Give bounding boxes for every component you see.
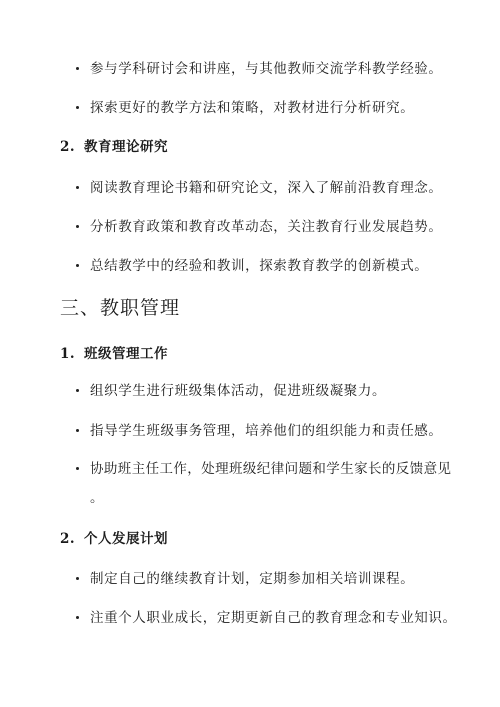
section-heading: 三、教职管理 bbox=[60, 297, 181, 319]
subheading-personal-development bbox=[60, 529, 168, 549]
bullet-icon bbox=[76, 264, 79, 267]
list-item-text: 参与学科研讨会和讲座，与其他教师交流学科教学经验。 bbox=[90, 61, 443, 77]
bullet-icon bbox=[76, 67, 79, 70]
list-item-text: 总结教学中的经验和教训，探索教育教学的创新模式。 bbox=[90, 258, 429, 274]
subheading-education-theory bbox=[60, 137, 168, 157]
bullet-icon bbox=[76, 186, 79, 189]
subheading-number: 2. bbox=[60, 139, 76, 155]
bullet-icon bbox=[76, 429, 79, 432]
list-item-text: 协助班主任工作，处理班级纪律问题和学生家长的反馈意见 bbox=[90, 461, 452, 477]
subheading-number: 2. bbox=[60, 531, 76, 547]
list-item-text: 分析教育政策和教育改革动态，关注教育行业发展趋势。 bbox=[90, 219, 443, 235]
bullet-icon bbox=[76, 106, 79, 109]
list-item-text: 阅读教育理论书籍和研究论文，深入了解前沿教育理念。 bbox=[90, 180, 443, 196]
bullet-icon bbox=[76, 577, 79, 580]
subheading-title: 班级管理工作 bbox=[84, 346, 168, 362]
subheading-title: 教育理论研究 bbox=[84, 139, 168, 155]
list-item-text: 组织学生进行班级集体活动，促进班级凝聚力。 bbox=[90, 383, 387, 399]
list-item-text: 探索更好的教学方法和策略，对教材进行分析研究。 bbox=[90, 100, 415, 116]
subheading-number: 1. bbox=[60, 346, 76, 362]
bullet-icon bbox=[76, 467, 79, 470]
list-item-continuation: 。 bbox=[90, 490, 104, 506]
list-item-text: 制定自己的继续教育计划，定期参加相关培训课程。 bbox=[90, 571, 415, 587]
subheading-class-management bbox=[60, 344, 168, 364]
bullet-icon bbox=[76, 225, 79, 228]
list-item-text: 注重个人职业成长，定期更新自己的教育理念和专业知识。 bbox=[90, 610, 457, 626]
bullet-icon bbox=[76, 389, 79, 392]
subheading-title: 个人发展计划 bbox=[84, 531, 168, 547]
bullet-icon bbox=[76, 616, 79, 619]
list-item-text: 指导学生班级事务管理，培养他们的组织能力和责任感。 bbox=[90, 423, 443, 439]
